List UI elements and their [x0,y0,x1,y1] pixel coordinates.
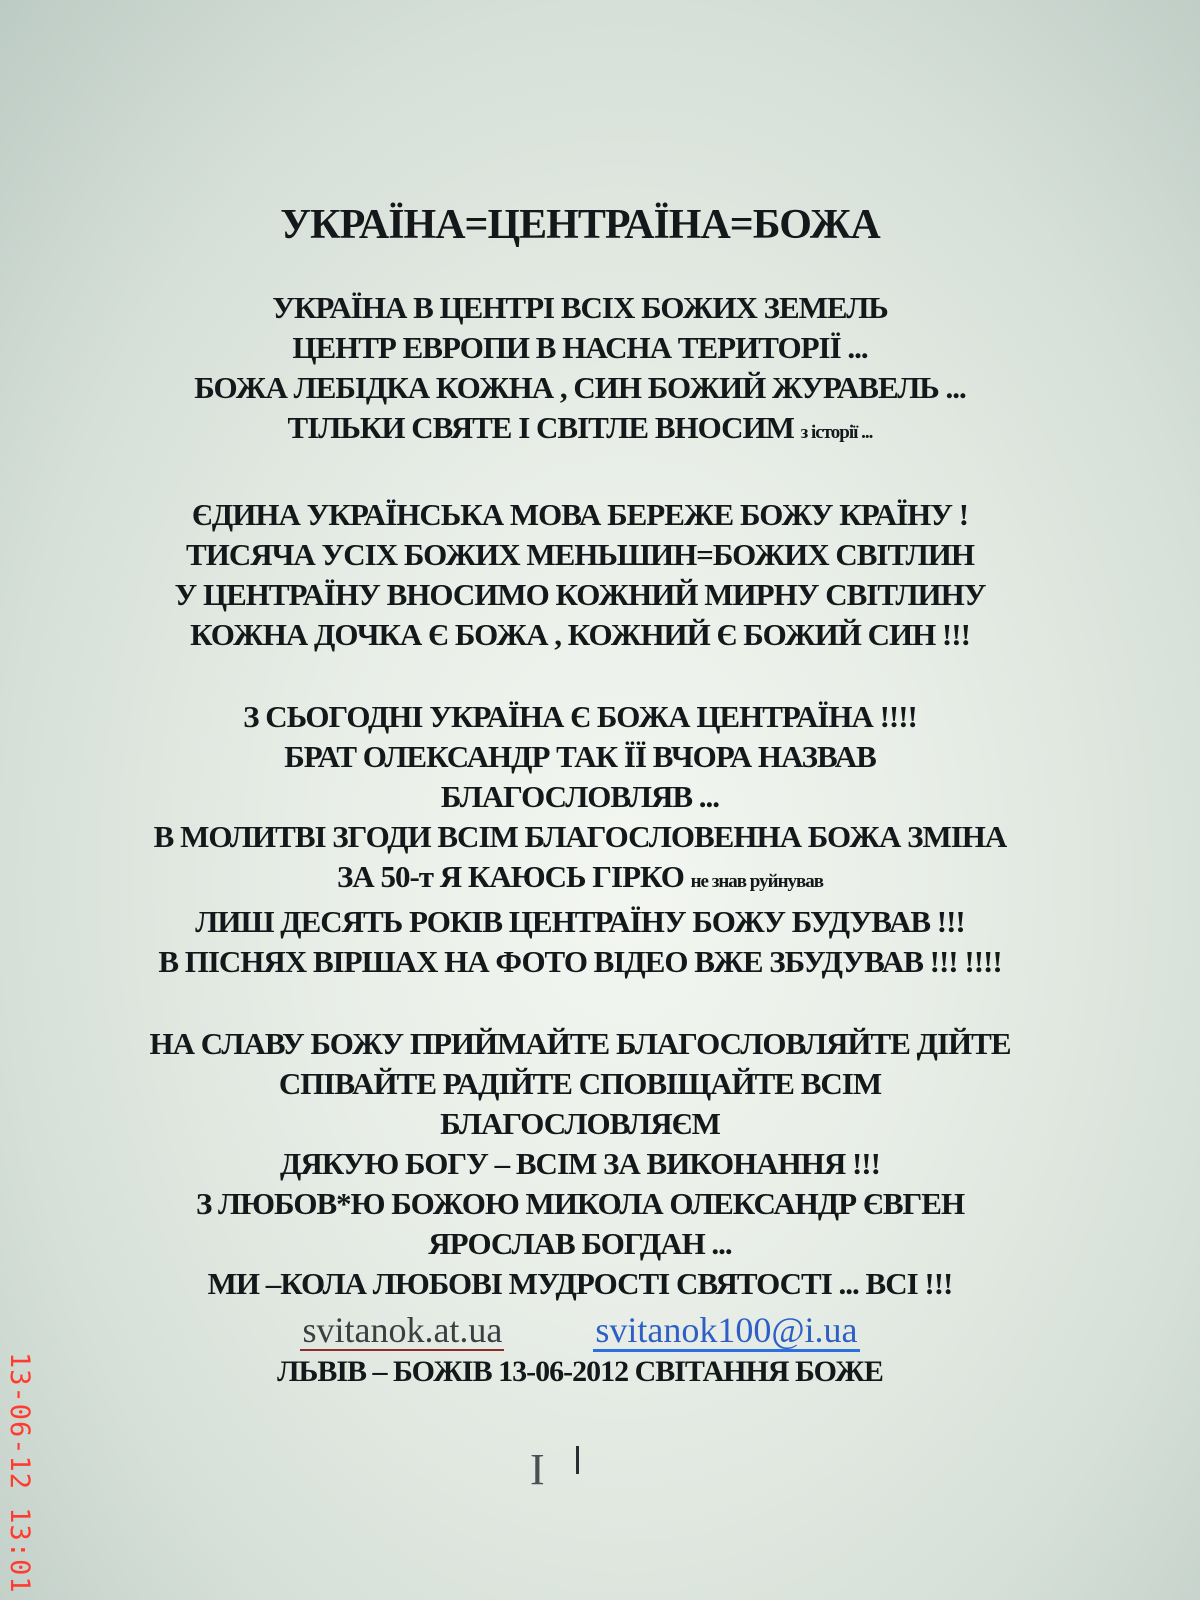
text-line: УКРАЇНА В ЦЕНТРІ ВСІХ БОЖИХ ЗЕМЕЛЬ [272,290,888,325]
text-line: ТИСЯЧА УСІХ БОЖИХ МЕНЬШИН=БОЖИХ СВІТЛИН [186,537,974,572]
text-line: МИ –КОЛА ЛЮБОВІ МУДРОСТІ СВЯТОСТІ ... ВСІ !!! [207,1266,953,1301]
text-cursor-icon: I [530,1445,545,1494]
text-line: ЛИШ ДЕСЯТЬ РОКІВ ЦЕНТРАЇНУ БОЖУ БУДУВАВ !!! [195,904,965,939]
document-title: УКРАЇНА=ЦЕНТРАЇНА=БОЖА [280,202,880,248]
stanza-3 [20,697,1140,982]
text-line: В ПІСНЯХ ВІРШАХ НА ФОТО ВІДЕО ВЖЕ ЗБУДУВАВ !!! !!!! [158,944,1002,979]
text-line: ЯРОСЛАВ БОГДАН ... [428,1226,732,1261]
text-line-main: ТІЛЬКИ СВЯТЕ І СВІТЛЕ ВНОСИМ [287,410,794,445]
text-line: БОЖА ЛЕБІДКА КОЖНА , СИН БОЖИЙ ЖУРАВЕЛЬ ... [194,370,966,405]
text-line: З ЛЮБОВ*Ю БОЖОЮ МИКОЛА ОЛЕКСАНДР ЄВГЕН [195,1186,965,1221]
email-link[interactable]: svitanok100@i.ua [595,1310,858,1350]
document-page [20,200,1140,1392]
text-line: У ЦЕНТРАЇНУ ВНОСИМО КОЖНИЙ МИРНУ СВІТЛИНУ [174,577,986,612]
text-line: ЄДИНА УКРАЇНСЬКА МОВА БЕРЕЖЕ БОЖУ КРАЇНУ ! [191,497,969,532]
text-line: НА СЛАВУ БОЖУ ПРИЙМАЙТЕ БЛАГОСЛОВЛЯЙТЕ ДІЙТЕ [149,1026,1011,1061]
signature-line: ЛЬВІВ – БОЖІВ 13-06-2012 СВІТАННЯ БОЖЕ [277,1355,883,1388]
text-line: СПІВАЙТЕ РАДІЙТЕ СПОВІЩАЙТЕ ВСІМ [278,1066,882,1101]
stanza-2 [20,495,1140,655]
text-line: ДЯКУЮ БОГУ – ВСІМ ЗА ВИКОНАННЯ !!! [280,1146,880,1181]
text-line-main: ЗА 50-т Я КАЮСЬ ГІРКО [336,859,684,894]
stanza-1 [20,288,1140,453]
text-line: В МОЛИТВІ ЗГОДИ ВСІМ БЛАГОСЛОВЕННА БОЖА ЗМІНА [153,819,1007,854]
text-line: БРАТ ОЛЕКСАНДР ТАК ЇЇ ВЧОРА НАЗВАВ [284,739,876,774]
stanza-4 [20,1024,1140,1304]
text-line [20,408,1140,453]
text-line [20,857,1140,902]
camera-timestamp: 13-06-12 13:01 [4,1352,35,1594]
text-line: ЦЕНТР ЕВРОПИ В НАСНА ТЕРИТОРІЇ ... [292,330,868,365]
text-line: БЛАГОСЛОВЛЯЄМ [440,1106,720,1141]
website-link[interactable]: svitanok.at.ua [302,1310,503,1350]
links-row [20,1310,1140,1352]
text-line: БЛАГОСЛОВЛЯВ ... [440,779,720,814]
text-line-small: не знав руйнував [690,871,824,892]
text-line: З СЬОГОДНІ УКРАЇНА Є БОЖА ЦЕНТРАЇНА !!!! [243,699,917,734]
text-line-small: з історії ... [800,422,873,443]
text-line: КОЖНА ДОЧКА Є БОЖА , КОЖНИЙ Є БОЖИЙ СИН !!! [190,617,970,652]
text-caret [576,1446,579,1474]
